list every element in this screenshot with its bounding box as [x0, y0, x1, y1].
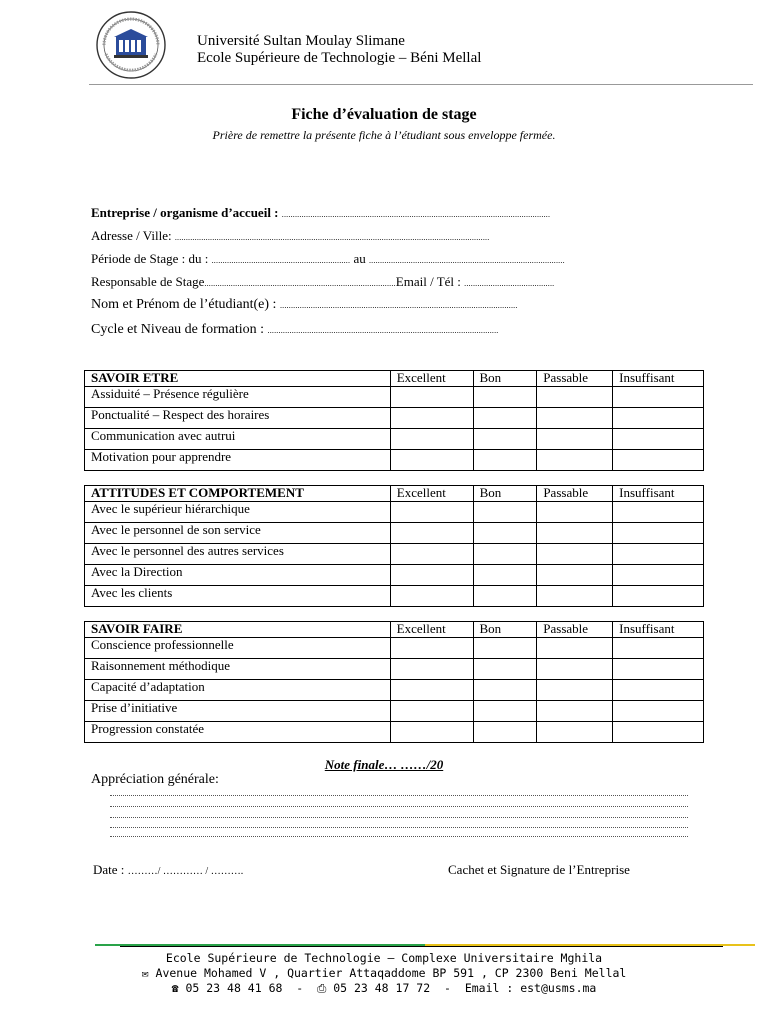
column-header: Excellent	[390, 622, 473, 638]
rating-cell[interactable]	[613, 565, 704, 586]
field-entreprise: Entreprise / organisme d’accueil : ..........................................................................................................................	[91, 205, 551, 220]
rating-cell[interactable]	[390, 701, 473, 722]
rating-cell[interactable]	[537, 502, 613, 523]
rating-cell[interactable]	[473, 638, 537, 659]
field-periode-label: Période de Stage : du :	[91, 251, 209, 266]
column-header: Insuffisant	[613, 622, 704, 638]
rating-cell[interactable]	[473, 565, 537, 586]
criterion-label: Avec le personnel de son service	[85, 523, 391, 544]
table-row	[85, 450, 704, 471]
rating-cell[interactable]	[537, 544, 613, 565]
criterion-label: Ponctualité – Respect des horaires	[85, 408, 391, 429]
criterion-label: Raisonnement méthodique	[85, 659, 391, 680]
rating-cell[interactable]	[613, 701, 704, 722]
rating-cell[interactable]	[390, 680, 473, 701]
footer-separator: -	[444, 981, 451, 995]
rating-cell[interactable]	[390, 659, 473, 680]
field-responsable: Responsable de Stage.......................................................................................Email / Tél : .........................................	[91, 274, 555, 289]
field-periode-au-label: au	[353, 251, 366, 266]
field-nom-label: Nom et Prénom de l’étudiant(e) :	[91, 297, 277, 312]
evaluation-table	[84, 621, 704, 743]
appreciation-label: Appréciation générale:	[91, 772, 219, 787]
field-nom: Nom et Prénom de l’étudiant(e) : ............................................................................................................	[91, 297, 518, 312]
table-row	[85, 722, 704, 743]
rating-cell[interactable]	[613, 544, 704, 565]
evaluation-table	[84, 485, 704, 607]
table-row	[85, 544, 704, 565]
column-header: Passable	[537, 486, 613, 502]
rating-cell[interactable]	[613, 502, 704, 523]
rating-cell[interactable]	[390, 523, 473, 544]
table-row	[85, 429, 704, 450]
rating-cell[interactable]	[537, 680, 613, 701]
page-subtitle: Prière de remettre la présente fiche à l’étudiant sous enveloppe fermée.	[212, 128, 556, 142]
footer-address: Avenue Mohamed V , Quartier Attaqaddome BP 591 , CP 2300 Beni Mellal	[155, 966, 627, 980]
footer-line-2	[0, 966, 768, 980]
field-adresse: Adresse / Ville: ...............................................................................................................................................	[91, 228, 490, 243]
table-row	[85, 680, 704, 701]
section-title: ATTITUDES ET COMPORTEMENT	[85, 486, 391, 502]
rating-cell[interactable]	[537, 565, 613, 586]
rating-cell[interactable]	[473, 523, 537, 544]
rating-cell[interactable]	[537, 586, 613, 607]
criterion-label: Avec le supérieur hiérarchique	[85, 502, 391, 523]
rating-cell[interactable]	[473, 586, 537, 607]
header-institution	[197, 33, 481, 67]
criterion-label: Progression constatée	[85, 722, 391, 743]
footer-line-1: Ecole Supérieure de Technologie – Complexe Universitaire Mghila	[165, 951, 603, 965]
criterion-label: Avec le personnel des autres services	[85, 544, 391, 565]
rating-cell[interactable]	[613, 659, 704, 680]
rating-cell[interactable]	[537, 387, 613, 408]
column-header: Insuffisant	[613, 486, 704, 502]
rating-cell[interactable]	[390, 586, 473, 607]
rating-cell[interactable]	[473, 544, 537, 565]
appreciation-line[interactable]	[110, 806, 688, 807]
table-row	[85, 701, 704, 722]
date-label: Date :	[93, 862, 125, 877]
rating-cell[interactable]	[473, 408, 537, 429]
table-row	[85, 387, 704, 408]
page-title: Fiche d’évaluation de stage	[291, 106, 477, 123]
field-adresse-label: Adresse / Ville:	[91, 228, 172, 243]
field-cycle: Cycle et Niveau de formation : .........................................................................................................	[91, 322, 499, 337]
rating-cell[interactable]	[613, 638, 704, 659]
phone-icon: ☎	[171, 981, 179, 995]
table-row	[85, 586, 704, 607]
appreciation-line[interactable]	[110, 827, 688, 828]
header-divider	[89, 84, 753, 85]
rating-cell[interactable]	[537, 722, 613, 743]
criterion-label: Prise d’initiative	[85, 701, 391, 722]
rating-cell[interactable]	[613, 408, 704, 429]
criterion-label: Avec la Direction	[85, 565, 391, 586]
rating-cell[interactable]	[613, 722, 704, 743]
rating-cell[interactable]	[537, 659, 613, 680]
table-header-row	[85, 486, 704, 502]
column-header: Bon	[473, 622, 537, 638]
table-row	[85, 408, 704, 429]
rating-cell[interactable]	[537, 450, 613, 471]
rating-cell[interactable]	[613, 586, 704, 607]
criterion-label: Capacité d’adaptation	[85, 680, 391, 701]
rating-cell[interactable]	[537, 701, 613, 722]
column-header: Passable	[537, 622, 613, 638]
column-header: Bon	[473, 486, 537, 502]
column-header: Bon	[473, 371, 537, 387]
rating-cell[interactable]	[613, 523, 704, 544]
rating-cell[interactable]	[390, 502, 473, 523]
column-header: Excellent	[390, 486, 473, 502]
rating-cell[interactable]	[473, 680, 537, 701]
rating-cell[interactable]	[613, 387, 704, 408]
footer-rule	[120, 946, 723, 947]
university-name: Université Sultan Moulay Slimane	[197, 33, 405, 49]
criterion-label: Communication avec autrui	[85, 429, 391, 450]
appreciation-line[interactable]	[110, 795, 688, 796]
rating-cell[interactable]	[537, 429, 613, 450]
rating-cell[interactable]	[473, 722, 537, 743]
fax-icon: ⎙	[317, 981, 327, 995]
footer-separator: -	[296, 981, 304, 995]
rating-cell[interactable]	[390, 450, 473, 471]
table-row	[85, 502, 704, 523]
envelope-icon: ✉	[141, 966, 149, 980]
criterion-label: Avec les clients	[85, 586, 391, 607]
rating-cell[interactable]	[390, 387, 473, 408]
field-email-label: Email / Tél :	[395, 274, 461, 289]
criterion-label: Motivation pour apprendre	[85, 450, 391, 471]
rating-cell[interactable]	[390, 408, 473, 429]
rating-cell[interactable]	[537, 638, 613, 659]
signature-label: Cachet et Signature de l’Entreprise	[448, 862, 630, 877]
column-header: Excellent	[390, 371, 473, 387]
rating-cell[interactable]	[473, 429, 537, 450]
rating-cell[interactable]	[390, 565, 473, 586]
note-finale[interactable]: Note finale… ……/20	[324, 757, 444, 772]
rating-cell[interactable]	[537, 408, 613, 429]
rating-cell[interactable]	[613, 429, 704, 450]
footer-phone: 05 23 48 41 68	[185, 981, 283, 995]
field-entreprise-label: Entreprise / organisme d’accueil :	[91, 205, 279, 220]
rating-cell[interactable]	[473, 659, 537, 680]
criterion-label: Assiduité – Présence régulière	[85, 387, 391, 408]
appreciation-line[interactable]	[110, 836, 688, 837]
evaluation-table	[84, 370, 704, 471]
table-header-row	[85, 622, 704, 638]
field-cycle-label: Cycle et Niveau de formation :	[91, 322, 264, 337]
school-name: Ecole Supérieure de Technologie – Béni Mellal	[197, 50, 482, 66]
criterion-label: Conscience professionnelle	[85, 638, 391, 659]
rating-cell[interactable]	[473, 387, 537, 408]
school-logo	[94, 10, 168, 80]
date-field	[93, 862, 243, 878]
rating-cell[interactable]	[473, 502, 537, 523]
rating-cell[interactable]	[613, 450, 704, 471]
rating-cell[interactable]	[613, 680, 704, 701]
rating-cell[interactable]	[473, 701, 537, 722]
footer-email: Email : est@usms.ma	[464, 981, 597, 995]
rating-cell[interactable]	[473, 450, 537, 471]
footer-fax: 05 23 48 17 72	[333, 981, 431, 995]
rating-cell[interactable]	[537, 523, 613, 544]
rating-cell[interactable]	[390, 544, 473, 565]
section-title: SAVOIR ETRE	[85, 371, 391, 387]
section-title: SAVOIR FAIRE	[85, 622, 391, 638]
table-row	[85, 638, 704, 659]
table-row	[85, 659, 704, 680]
table-header-row	[85, 371, 704, 387]
column-header: Passable	[537, 371, 613, 387]
date-value[interactable]: ………/ ………… / ……….	[127, 866, 244, 877]
rating-cell[interactable]	[390, 638, 473, 659]
rating-cell[interactable]	[390, 429, 473, 450]
table-row	[85, 565, 704, 586]
rating-cell[interactable]	[390, 722, 473, 743]
table-row	[85, 523, 704, 544]
field-periode: Période de Stage : du : ............................................................... au .........................................................................................	[91, 251, 565, 266]
appreciation-line[interactable]	[110, 817, 688, 818]
field-responsable-label: Responsable de Stage	[91, 274, 205, 289]
column-header: Insuffisant	[613, 371, 704, 387]
footer-line-3	[0, 981, 768, 995]
